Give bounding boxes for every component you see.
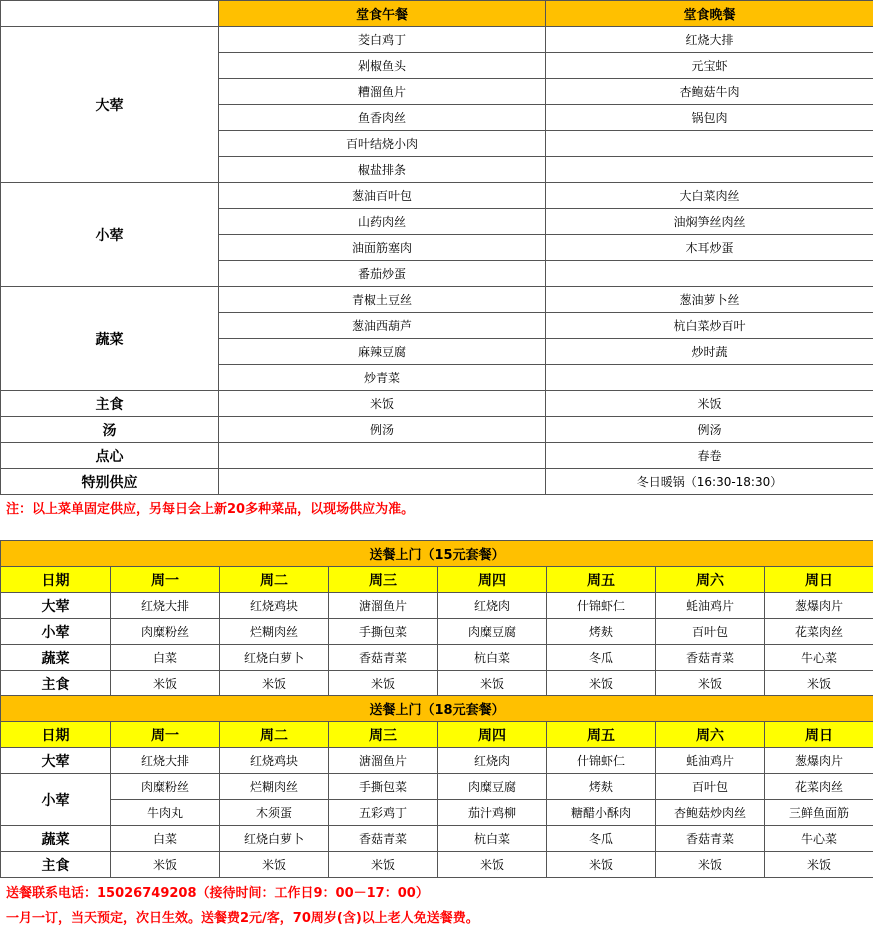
lunch-dish: 葱油西葫芦	[219, 313, 546, 339]
meal-dish: 糖醋小酥肉	[547, 800, 656, 826]
category-cell: 主食	[1, 391, 219, 417]
meal-dish: 米饭	[111, 671, 220, 697]
meal-dish: 肉糜豆腐	[438, 774, 547, 800]
meal-dish: 肉糜豆腐	[438, 619, 547, 645]
meal-dish: 杭白菜	[438, 645, 547, 671]
meal-dish: 肉糜粉丝	[111, 619, 220, 645]
meal-dish: 米饭	[438, 671, 547, 697]
lunch-dish: 例汤	[219, 417, 546, 443]
meal-dish: 米饭	[329, 671, 438, 697]
dinner-dish	[546, 365, 873, 391]
day-header: 周一	[111, 567, 220, 593]
lunch-dish: 葱油百叶包	[219, 183, 546, 209]
meal-dish: 红烧鸡块	[220, 593, 329, 619]
meal-dish: 香菇青菜	[329, 645, 438, 671]
lunch-dish	[219, 443, 546, 469]
dinner-dish: 米饭	[546, 391, 873, 417]
lunch-dish: 番茄炒蛋	[219, 261, 546, 287]
day-header: 周六	[656, 722, 765, 748]
meal-dish: 肉糜粉丝	[111, 774, 220, 800]
meal-dish: 花菜肉丝	[765, 774, 873, 800]
category-cell: 特别供应	[1, 469, 219, 495]
day-header-row	[1, 722, 873, 748]
meal-dish: 米饭	[765, 852, 873, 878]
meal-dish: 蚝油鸡片	[656, 593, 765, 619]
meal-dish: 米饭	[438, 852, 547, 878]
lunch-dish: 百叶结烧小肉	[219, 131, 546, 157]
meal-row	[1, 774, 873, 800]
day-header: 周二	[220, 567, 329, 593]
meal-dish: 米饭	[547, 852, 656, 878]
delivery-18-table	[0, 695, 873, 878]
lunch-dish: 炒青菜	[219, 365, 546, 391]
meal-category: 大荤	[1, 748, 111, 774]
lunch-dish: 油面筋塞肉	[219, 235, 546, 261]
meal-row	[1, 748, 873, 774]
meal-category: 蔬菜	[1, 645, 111, 671]
lunch-dish	[219, 469, 546, 495]
meal-dish: 葱爆肉片	[765, 593, 873, 619]
delivery-15-table	[0, 540, 873, 697]
meal-dish: 米饭	[547, 671, 656, 697]
meal-dish: 香菇青菜	[329, 826, 438, 852]
day-header: 周四	[438, 567, 547, 593]
day-header: 周三	[329, 567, 438, 593]
dinner-dish: 春卷	[546, 443, 873, 469]
meal-category: 小荤	[1, 619, 111, 645]
meal-dish: 红烧大排	[111, 593, 220, 619]
date-header: 日期	[1, 567, 111, 593]
date-header: 日期	[1, 722, 111, 748]
meal-row	[1, 619, 873, 645]
corner-cell	[1, 1, 219, 27]
meal-dish: 牛心菜	[765, 826, 873, 852]
meal-dish: 花菜肉丝	[765, 619, 873, 645]
meal-dish: 手撕包菜	[329, 619, 438, 645]
meal-dish: 烂糊肉丝	[220, 774, 329, 800]
day-header: 周五	[547, 722, 656, 748]
meal-dish: 百叶包	[656, 619, 765, 645]
meal-dish: 牛肉丸	[111, 800, 220, 826]
day-header: 周三	[329, 722, 438, 748]
canteen-row	[1, 391, 873, 417]
category-cell: 点心	[1, 443, 219, 469]
meal-dish: 米饭	[656, 852, 765, 878]
meal-dish: 五彩鸡丁	[329, 800, 438, 826]
lunch-dish: 茭白鸡丁	[219, 27, 546, 53]
meal-dish: 什锦虾仁	[547, 748, 656, 774]
dinner-dish: 红烧大排	[546, 27, 873, 53]
meal-dish: 三鲜鱼面筋	[765, 800, 873, 826]
meal-dish: 米饭	[329, 852, 438, 878]
meal-row	[1, 852, 873, 878]
dinner-dish: 木耳炒蛋	[546, 235, 873, 261]
canteen-row	[1, 183, 873, 209]
terms-line: 一月一订，当天预定，次日生效。送餐费2元/客，70周岁(含)以上老人免送餐费。	[6, 911, 479, 926]
day-header: 周二	[220, 722, 329, 748]
lunch-dish: 椒盐排条	[219, 157, 546, 183]
day-header: 周日	[765, 567, 873, 593]
day-header: 周四	[438, 722, 547, 748]
day-header: 周一	[111, 722, 220, 748]
meal-dish: 米饭	[656, 671, 765, 697]
dinner-dish: 炒时蔬	[546, 339, 873, 365]
dinner-dish: 冬日暖锅（16:30-18:30）	[546, 469, 873, 495]
day-header: 周六	[656, 567, 765, 593]
meal-row	[1, 800, 873, 826]
meal-dish: 冬瓜	[547, 645, 656, 671]
lunch-dish: 青椒土豆丝	[219, 287, 546, 313]
meal-category: 小荤	[1, 774, 111, 826]
lunch-dish: 米饭	[219, 391, 546, 417]
meal-dish: 杏鲍菇炒肉丝	[656, 800, 765, 826]
meal-dish: 手撕包菜	[329, 774, 438, 800]
lunch-header: 堂食午餐	[219, 1, 546, 27]
meal-dish: 红烧大排	[111, 748, 220, 774]
meal-row	[1, 645, 873, 671]
lunch-dish: 剁椒鱼头	[219, 53, 546, 79]
dinner-dish: 元宝虾	[546, 53, 873, 79]
meal-dish: 烤麸	[547, 619, 656, 645]
dinner-dish	[546, 131, 873, 157]
canteen-row	[1, 443, 873, 469]
dinner-dish	[546, 157, 873, 183]
dinner-header: 堂食晚餐	[546, 1, 873, 27]
meal-dish: 茄汁鸡柳	[438, 800, 547, 826]
dinner-dish: 杭白菜炒百叶	[546, 313, 873, 339]
meal-dish: 蚝油鸡片	[656, 748, 765, 774]
dinner-dish: 大白菜肉丝	[546, 183, 873, 209]
meal-category: 主食	[1, 671, 111, 697]
dinner-dish: 杏鲍菇牛肉	[546, 79, 873, 105]
category-cell: 蔬菜	[1, 287, 219, 391]
day-header: 周日	[765, 722, 873, 748]
delivery-18-body	[1, 696, 873, 878]
meal-dish: 溏溜鱼片	[329, 593, 438, 619]
lunch-dish: 山药肉丝	[219, 209, 546, 235]
meal-row	[1, 826, 873, 852]
meal-dish: 米饭	[220, 671, 329, 697]
meal-dish: 牛心菜	[765, 645, 873, 671]
meal-row	[1, 593, 873, 619]
meal-dish: 葱爆肉片	[765, 748, 873, 774]
meal-dish: 百叶包	[656, 774, 765, 800]
delivery-15-body	[1, 541, 873, 697]
canteen-note: 注：以上菜单固定供应，另每日会上新20多种菜品，以现场供应为准。	[6, 502, 415, 517]
category-cell: 汤	[1, 417, 219, 443]
contact-line: 送餐联系电话：15026749208（接待时间：工作日9：00－17：00）	[6, 886, 429, 901]
meal-row	[1, 671, 873, 697]
meal-dish: 香菇青菜	[656, 826, 765, 852]
meal-category: 主食	[1, 852, 111, 878]
meal-dish: 烤麸	[547, 774, 656, 800]
meal-category: 大荤	[1, 593, 111, 619]
canteen-note-row	[0, 493, 873, 519]
meal-dish: 红烧肉	[438, 748, 547, 774]
meal-dish: 红烧白萝卜	[220, 645, 329, 671]
meal-dish: 杭白菜	[438, 826, 547, 852]
meal-dish: 红烧肉	[438, 593, 547, 619]
dinner-dish: 例汤	[546, 417, 873, 443]
meal-dish: 白菜	[111, 645, 220, 671]
lunch-dish: 麻辣豆腐	[219, 339, 546, 365]
day-header: 周五	[547, 567, 656, 593]
meal-dish: 冬瓜	[547, 826, 656, 852]
canteen-menu-body	[1, 1, 873, 495]
meal-dish: 烂糊肉丝	[220, 619, 329, 645]
canteen-row	[1, 27, 873, 53]
meal-dish: 红烧鸡块	[220, 748, 329, 774]
category-cell: 大荤	[1, 27, 219, 183]
delivery-18-title: 送餐上门（18元套餐）	[1, 696, 873, 722]
meal-dish: 什锦虾仁	[547, 593, 656, 619]
canteen-row	[1, 469, 873, 495]
meal-dish: 米饭	[220, 852, 329, 878]
canteen-row	[1, 287, 873, 313]
meal-dish: 白菜	[111, 826, 220, 852]
category-cell: 小荤	[1, 183, 219, 287]
delivery-15-title: 送餐上门（15元套餐）	[1, 541, 873, 567]
meal-dish: 米饭	[765, 671, 873, 697]
meal-category: 蔬菜	[1, 826, 111, 852]
dinner-dish: 油焖笋丝肉丝	[546, 209, 873, 235]
canteen-row	[1, 417, 873, 443]
dinner-dish: 葱油萝卜丝	[546, 287, 873, 313]
lunch-dish: 糟溜鱼片	[219, 79, 546, 105]
lunch-dish: 鱼香肉丝	[219, 105, 546, 131]
meal-dish: 溏溜鱼片	[329, 748, 438, 774]
dinner-dish: 锅包肉	[546, 105, 873, 131]
dinner-dish	[546, 261, 873, 287]
meal-dish: 木须蛋	[220, 800, 329, 826]
meal-dish: 香菇青菜	[656, 645, 765, 671]
meal-dish: 米饭	[111, 852, 220, 878]
meal-dish: 红烧白萝卜	[220, 826, 329, 852]
day-header-row	[1, 567, 873, 593]
